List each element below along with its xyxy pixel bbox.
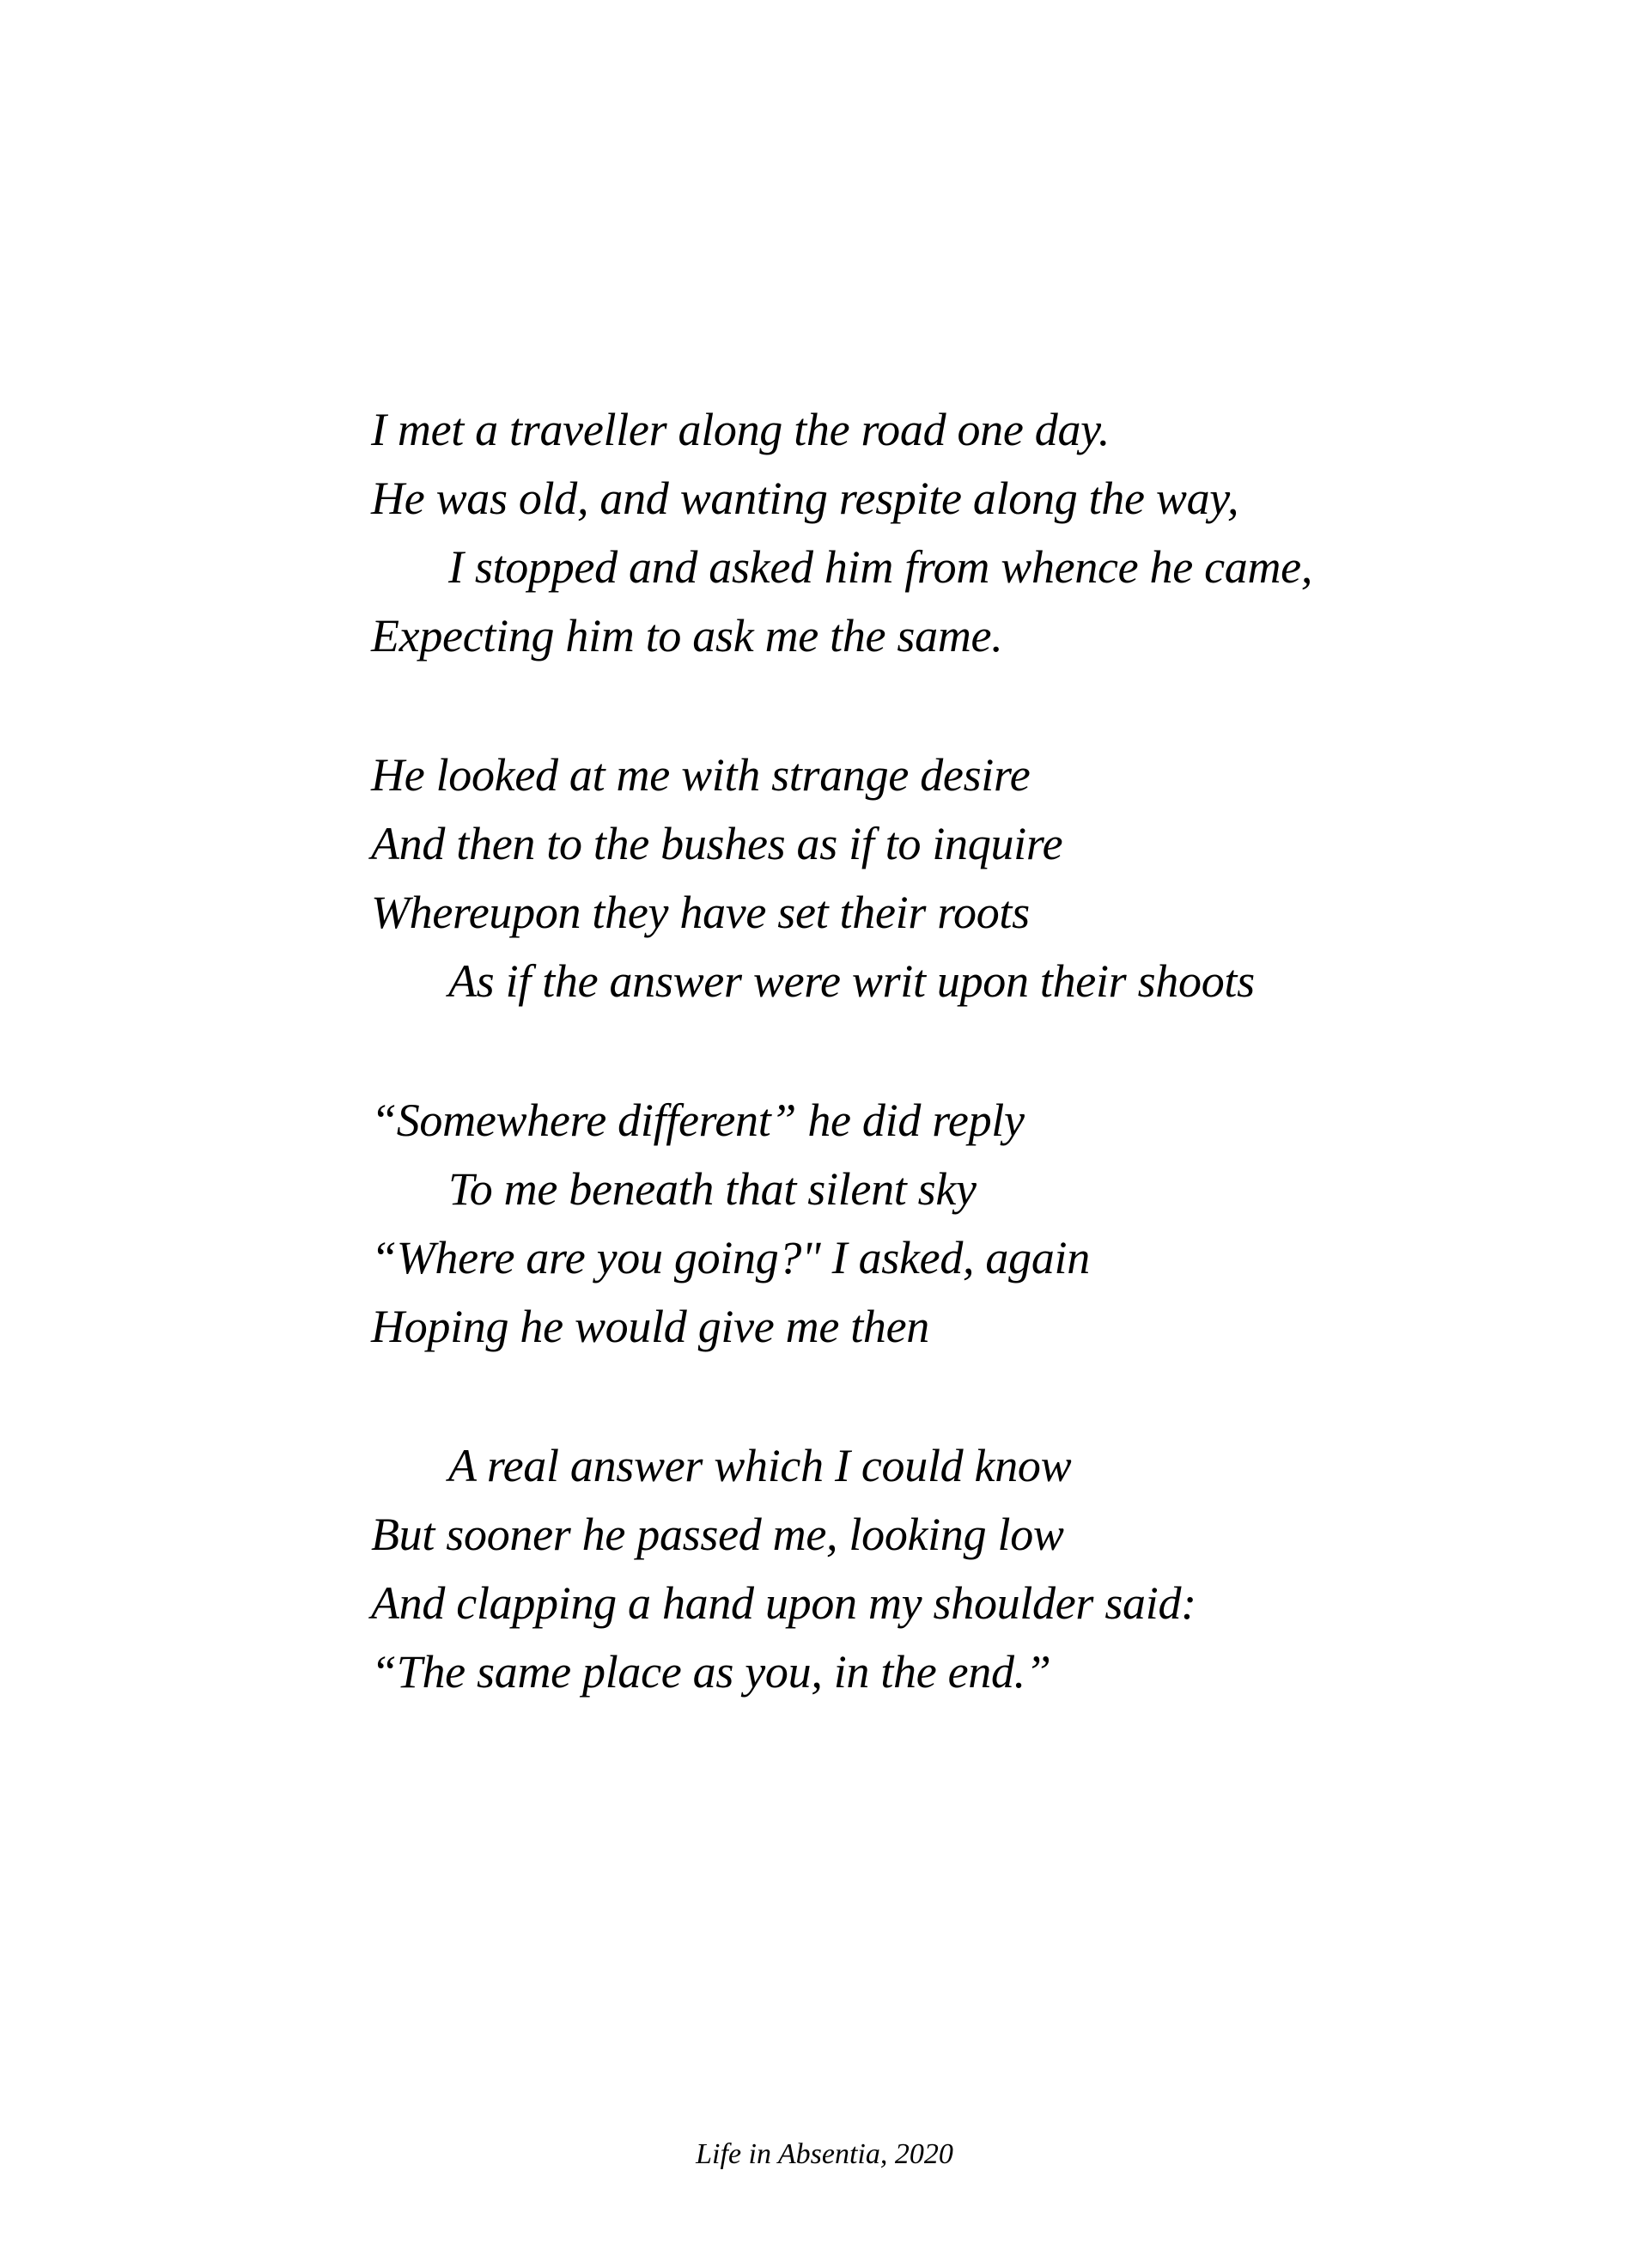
stanza-3	[371, 1086, 1591, 1361]
stanza-4	[371, 1431, 1591, 1706]
poem-line: He was old, and wanting respite along the way,	[371, 472, 1239, 524]
poem-line: “Where are you going?" I asked, again	[371, 1232, 1090, 1283]
poem-line: And then to the bushes as if to inquire	[371, 818, 1063, 869]
poem-line: And clapping a hand upon my shoulder said:	[371, 1577, 1196, 1629]
poem-line: As if the answer were writ upon their shoots	[448, 955, 1255, 1007]
poem-line: But sooner he passed me, looking low	[371, 1509, 1064, 1560]
footer-caption: Life in Absentia, 2020	[696, 2138, 953, 2170]
stanza-2	[371, 741, 1591, 1015]
poem-line: To me beneath that silent sky	[448, 1163, 977, 1215]
poem-line: “The same place as you, in the end.”	[371, 1646, 1051, 1698]
poem-line: He looked at me with strange desire	[371, 749, 1031, 801]
poem-line: “Somewhere different” he did reply	[371, 1094, 1025, 1146]
poem-line: A real answer which I could know	[448, 1440, 1072, 1491]
poem-line: Hoping he would give me then	[371, 1301, 929, 1352]
poem-line: Expecting him to ask me the same.	[371, 610, 1003, 662]
poem	[371, 395, 1591, 1777]
poem-line: I met a traveller along the road one day.	[371, 404, 1110, 455]
poem-line: I stopped and asked him from whence he came,	[448, 541, 1313, 593]
poem-line: Whereupon they have set their roots	[371, 887, 1030, 938]
stanza-1	[371, 395, 1591, 670]
